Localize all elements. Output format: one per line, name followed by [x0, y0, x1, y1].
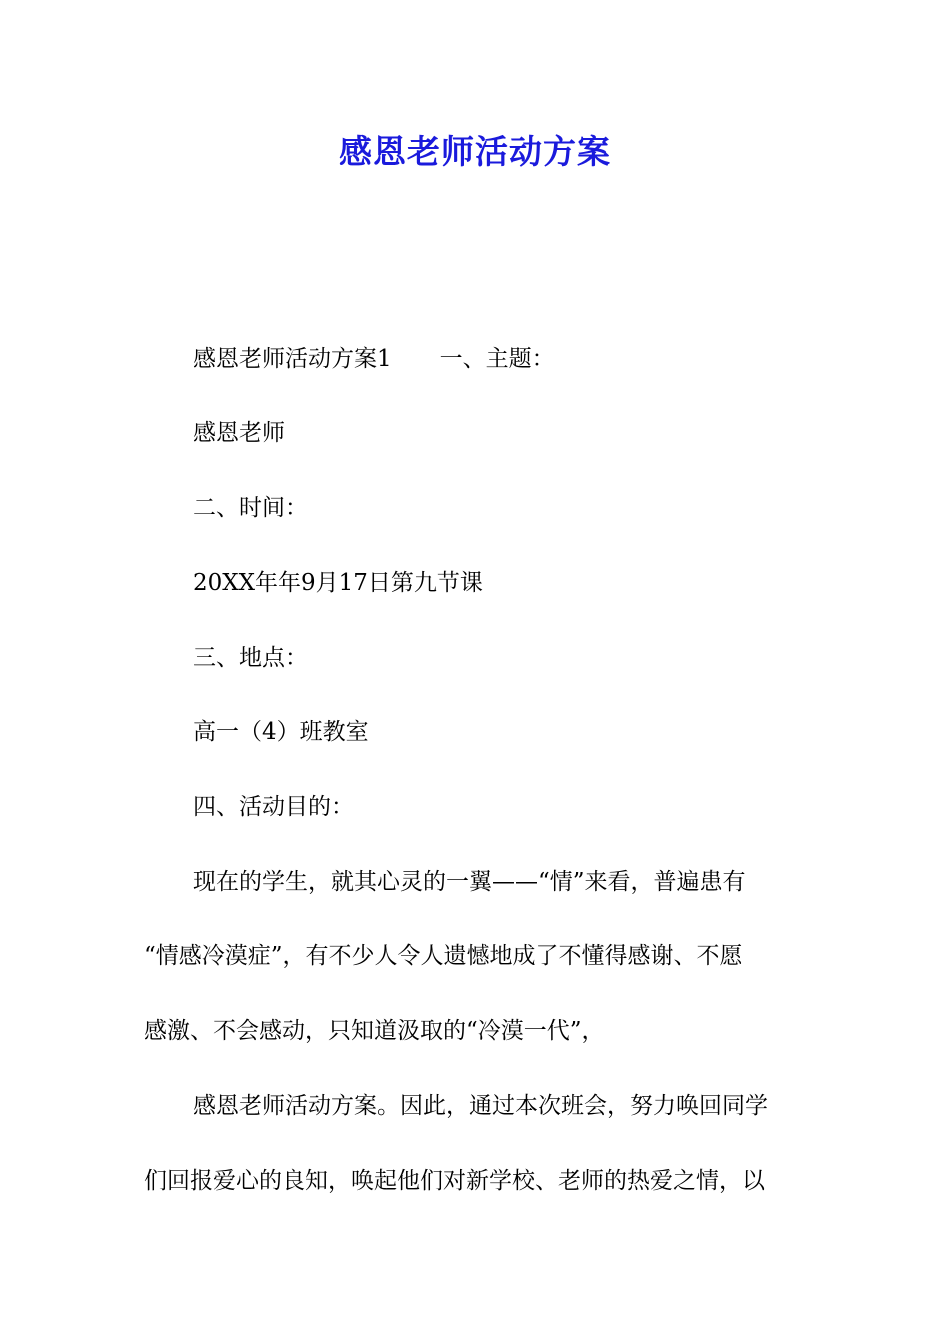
paragraph-theme-value: 感恩老师: [193, 420, 285, 446]
paragraph-conclusion-line-1: 感恩老师活动方案。因此，通过本次班会，努力唤回同学: [193, 1093, 768, 1119]
page-title: 感恩老师活动方案: [339, 132, 611, 171]
section-heading-theme: 一、主题：: [439, 346, 555, 372]
paragraph-heading-1: [193, 343, 555, 375]
section-title-text: 感恩老师活动方案1: [193, 346, 392, 372]
paragraph-purpose-line-3: 感激、不会感动，只知道汲取的“冷漠一代”，: [144, 1018, 605, 1044]
paragraph-place-value: 高一（4）班教室: [193, 719, 369, 745]
paragraph-conclusion-line-2: 们回报爱心的良知，唤起他们对新学校、老师的热爱之情，以: [144, 1168, 765, 1194]
section-heading-time: 二、时间：: [193, 495, 308, 521]
paragraph-purpose-line-1: 现在的学生，就其心灵的一翼——“情”来看，普遍患有: [193, 869, 746, 895]
paragraph-purpose-line-2: “情感冷漠症”，有不少人令人遗憾地成了不懂得感谢、不愿: [144, 943, 743, 969]
section-heading-purpose: 四、活动目的：: [193, 794, 354, 820]
paragraph-time-value: 20XX年年9月17日第九节课: [193, 570, 483, 596]
section-heading-place: 三、地点：: [193, 645, 308, 671]
